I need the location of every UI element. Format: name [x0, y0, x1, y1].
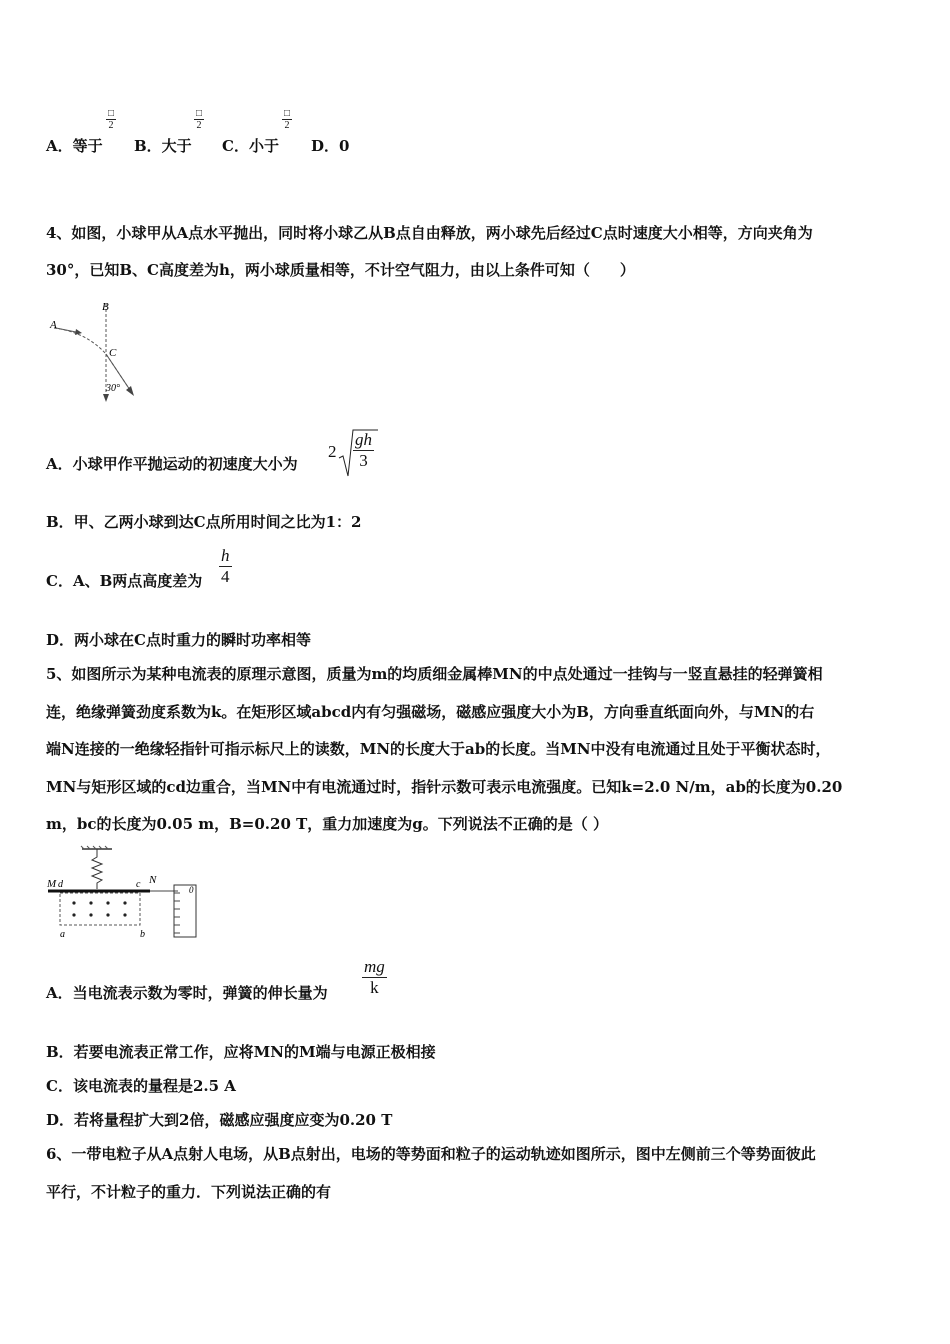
label-d: d — [58, 879, 63, 890]
q5-figure — [46, 845, 204, 941]
label-a: A — [50, 319, 57, 331]
field-region — [60, 893, 140, 925]
fraction-denominator: 2 — [196, 120, 202, 131]
q4-figure — [46, 298, 146, 406]
q4-stem-line-1: 4、如图，小球甲从A点水平抛出，同时将小球乙从B点自由释放，两小球先后经过C点时速度大小相等，方向夹角为 — [46, 224, 813, 242]
fraction-denominator: k — [370, 978, 379, 997]
q4-option-d: D．两小球在C点时重力的瞬时功率相等 — [46, 631, 311, 649]
q5-stem-line-1: 5、如图所示为某种电流表的原理示意图，质量为m的均质细金属棒MN的中点处通过一挂钩与一竖直悬挂的轻弹簧相 — [46, 665, 823, 683]
q4-option-b: B．甲、乙两小球到达C点所用时间之比为1：2 — [46, 513, 362, 531]
label-m: M — [47, 878, 57, 890]
fraction-numerator: mg — [364, 957, 385, 976]
q3-option-b-fraction — [194, 108, 204, 131]
q5-option-a-fraction — [362, 957, 387, 998]
q4-option-c-fraction — [219, 546, 232, 587]
fraction-denominator: 2 — [108, 120, 114, 131]
label-n: N — [149, 874, 157, 886]
q5-option-c: C．该电流表的量程是2.5 A — [46, 1077, 236, 1095]
scale-ticks — [174, 893, 180, 933]
q3-option-d: D．0 — [311, 137, 350, 155]
q4-stem-line-2: 30°，已知B、C高度差为h，两小球质量相等，不计空气阻力，由以上条件可知（ ） — [46, 261, 635, 279]
q5-option-b: B．若要电流表正常工作，应将MN的M端与电源正极相接 — [46, 1043, 436, 1061]
q3-option-a-fraction — [106, 108, 116, 131]
arrow-a — [56, 328, 76, 332]
spring-icon — [92, 849, 102, 889]
q4-option-c: C．A、B两点高度差为 — [46, 572, 203, 590]
velocity-arrow-head — [126, 386, 134, 396]
fraction-numerator: gh — [355, 430, 372, 449]
q5-stem-line-5: m，bc的长度为0.05 m，B=0.20 T，重力加速度为g。下列说法不正确的是（ ） — [46, 815, 608, 833]
fraction-numerator: □ — [108, 108, 115, 119]
q3-option-b: B．大于 — [134, 137, 192, 155]
q4-option-a: A．小球甲作平抛运动的初速度大小为 — [46, 455, 298, 473]
field-dots — [72, 901, 126, 916]
label-a: a — [60, 929, 65, 940]
label-b: b — [140, 929, 145, 940]
fraction-denominator: 3 — [359, 451, 368, 470]
q6-stem-line-1: 6、一带电粒子从A点射人电场，从B点射出，电场的等势面和粒子的运动轨迹如图所示，图中左侧前三个等势面彼此 — [46, 1145, 816, 1163]
label-c: c — [136, 879, 141, 890]
coefficient: 2 — [328, 442, 337, 461]
q5-option-a: A．当电流表示数为零时，弹簧的伸长量为 — [46, 984, 328, 1002]
label-c: C — [109, 347, 117, 359]
q5-option-d: D．若将量程扩大到2倍，磁感应强度应变为0.20 T — [46, 1111, 393, 1129]
angle-label: 30° — [106, 383, 120, 394]
q5-stem-line-3: 端N连接的一绝缘轻指针可指示标尺上的读数，MN的长度大于ab的长度。当MN中没有电流通过且处于平衡状态时， — [46, 740, 831, 758]
q5-stem-line-4: MN与矩形区域的cd边重合，当MN中有电流通过时，指针示数可表示电流强度。已知k=2.0 N/m，ab的长度为0.20 — [46, 778, 843, 796]
down-arrow — [103, 394, 109, 402]
fraction-numerator: □ — [284, 108, 291, 119]
fraction-numerator: h — [221, 546, 230, 565]
trajectory-curve — [54, 328, 130, 390]
q6-stem-line-2: 平行，不计粒子的重力．下列说法正确的有 — [46, 1183, 332, 1201]
label-b: B — [102, 301, 109, 313]
fraction-denominator: 2 — [284, 120, 290, 131]
q5-stem-line-2: 连，绝缘弹簧劲度系数为k。在矩形区域abcd内有匀强磁场，磁感应强度大小为B，方向垂直纸面向外，与MN的右 — [46, 703, 815, 721]
q3-option-a: A．等于 — [46, 137, 103, 155]
fraction-numerator: □ — [196, 108, 203, 119]
q3-option-c-fraction — [282, 108, 292, 131]
scale-zero: 0 — [189, 885, 194, 895]
fraction-denominator: 4 — [221, 567, 230, 586]
q3-option-c: C．小于 — [222, 137, 279, 155]
